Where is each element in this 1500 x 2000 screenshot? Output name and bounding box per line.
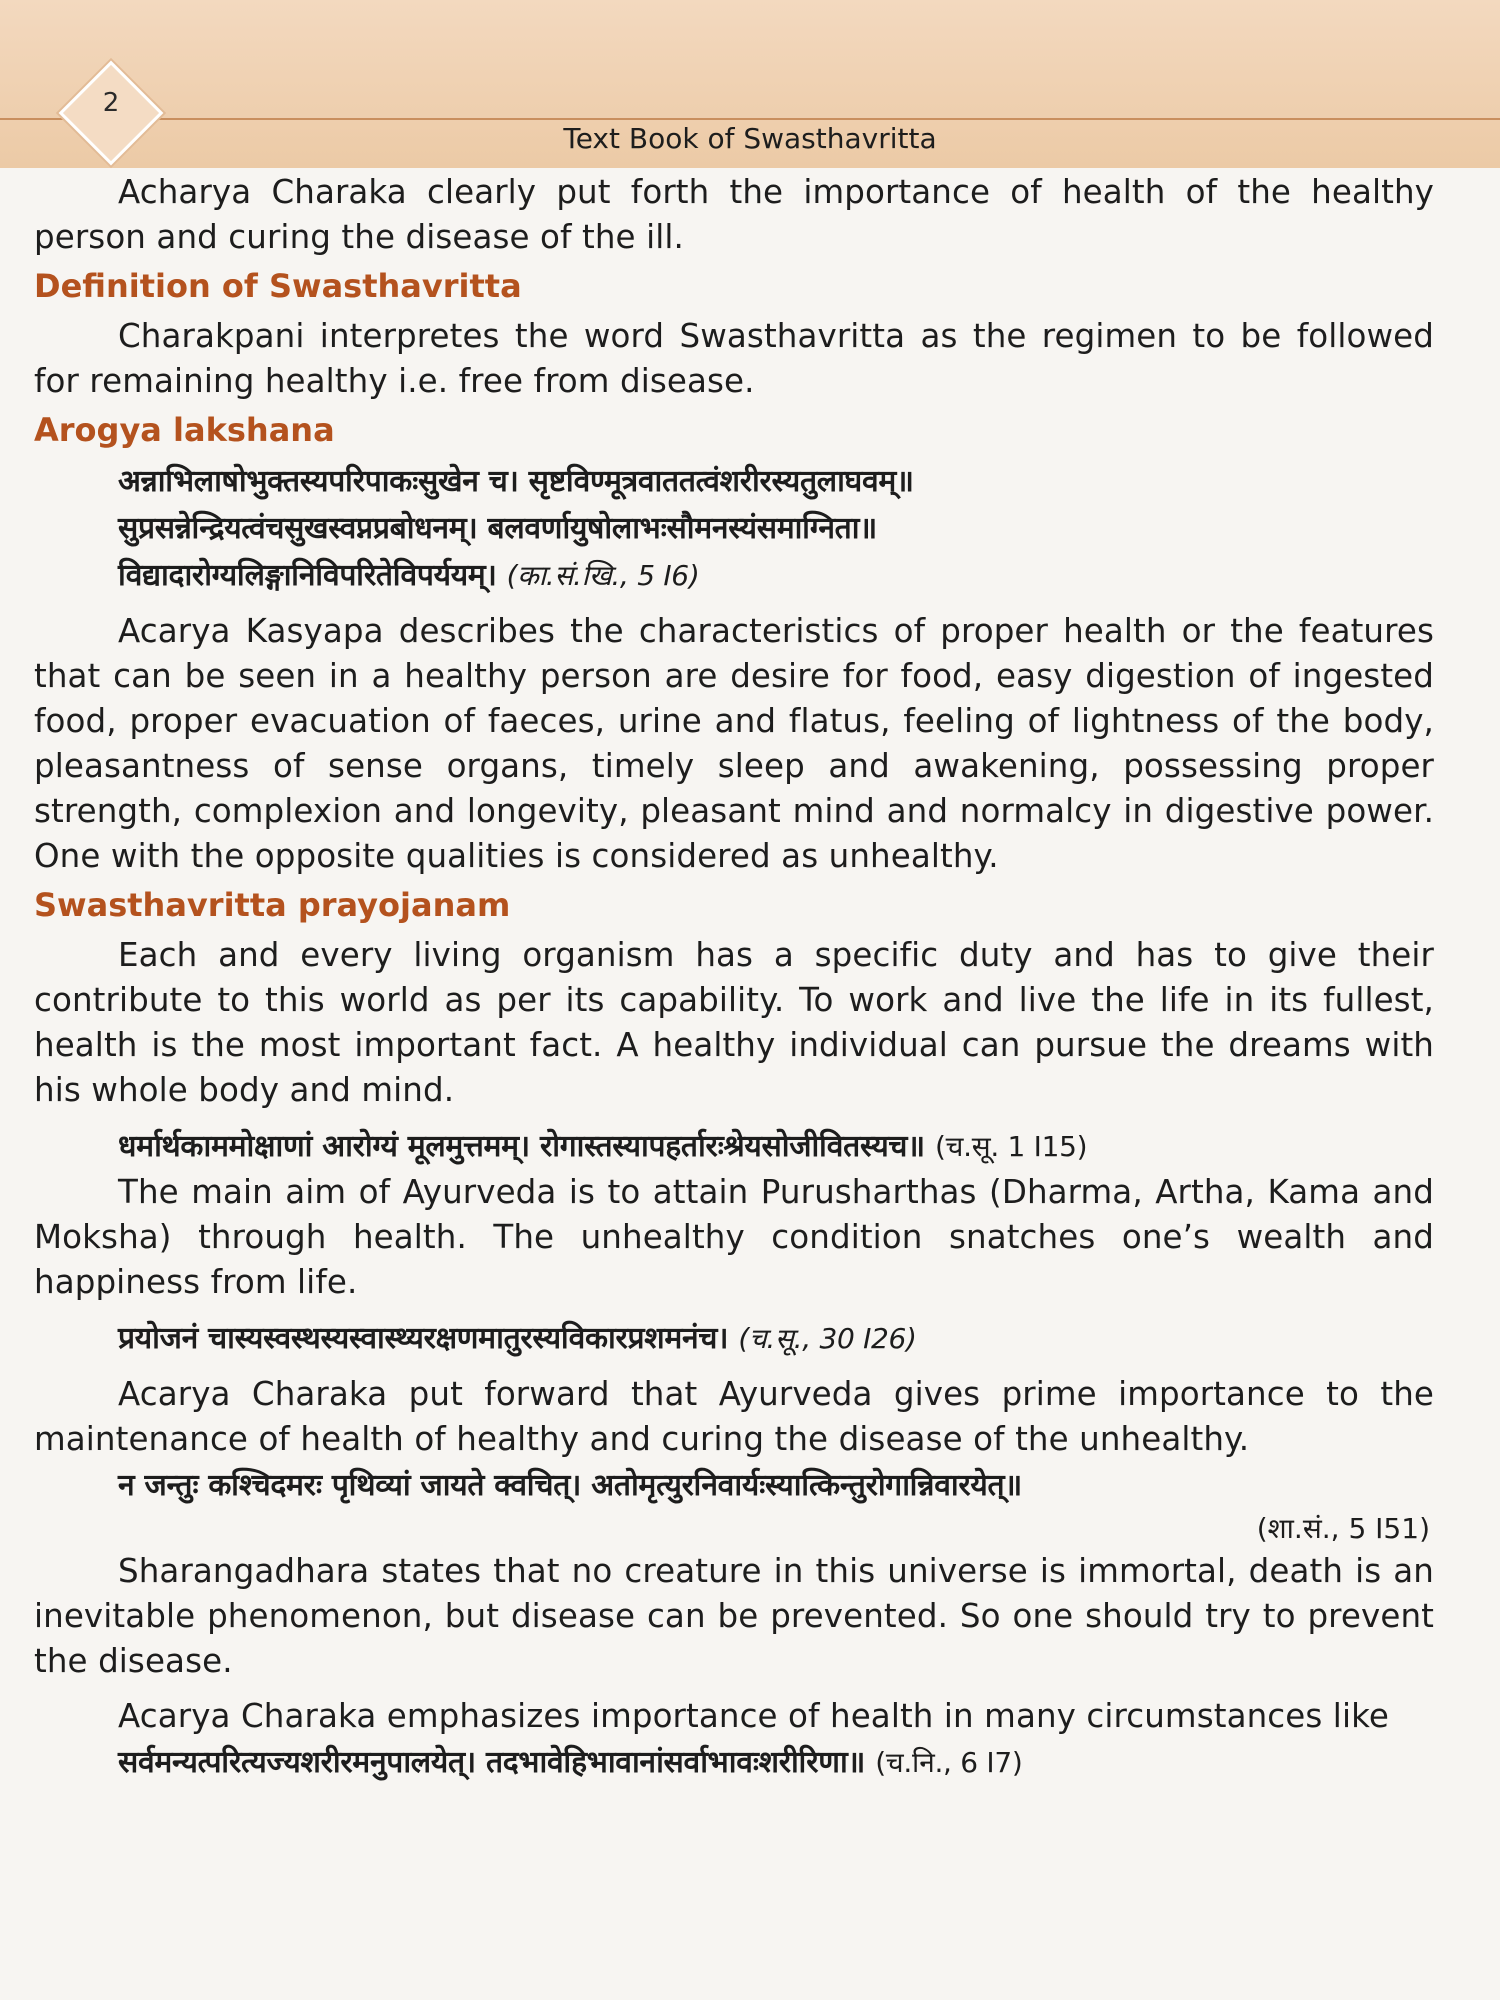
paragraph-5: The main aim of Ayurveda is to attain Purusharthas (Dharma, Artha, Kama and Moksha) through health. The unhealthy condition snatches one’s wealth and happiness from life. [34,1173,1434,1301]
verse-line-5-text: प्रयोजनं चास्यस्वस्थस्यस्वास्थ्यरक्षणमातुरस्यविकारप्रशमनंच। [118,1321,729,1356]
verse-line-3 [34,552,1434,599]
page-number: 2 [102,88,120,118]
heading-definition: Definition of Swasthavritta [34,267,522,305]
paragraph-2: Charakpani interpretes the word Swasthavritta as the regimen to be followed for remaining healthy i.e. free from disease. [34,317,1434,400]
header-rule [0,118,1500,120]
verse-line-3-text: विद्यादारोग्यलिङ्गानिविपरितेविपर्ययम्। [118,558,497,593]
verse-line-7 [34,1739,1434,1786]
verse-line-5-reference: (च.सू., 30 I26) [738,1322,917,1355]
verse-line-6: न जन्तुः कश्चिदमरः पृथिव्यां जायते क्वचित्। अतोमृत्युरनिवार्यःस्यात्किन्तुरोगान्निवारयेत्॥ [118,1468,1022,1503]
paragraph-8: Acarya Charaka emphasizes importance of health in many circumstances like [118,1697,1389,1735]
heading-prayojanam: Swasthavritta prayojanam [34,886,511,924]
paragraph-6: Acarya Charaka put forward that Ayurveda gives prime importance to the maintenance of health of healthy and curing the disease of the unhealthy. [34,1375,1434,1458]
verse-line-4 [34,1123,1434,1170]
heading-arogya-lakshana: Arogya lakshana [34,411,335,449]
page-header [0,0,1500,168]
verse-line-4-reference: (च.सू. 1 I15) [935,1130,1088,1163]
paragraph-1: Acharya Charaka clearly put forth the importance of health of the healthy person and curing the disease of the ill. [34,173,1434,256]
verse-line-6-reference: (शा.सं., 5 I51) [1256,1512,1430,1545]
verse-line-7-text: सर्वमन्यत्परित्यज्यशरीरमनुपालयेत्। तदभावेहिभावानांसर्वाभावःशरीरिणा॥ [118,1745,866,1780]
verse-line-1: अन्नाभिलाषोभुक्तस्यपरिपाकःसुखेन च। सृष्टविण्मूत्रवाततत्वंशरीरस्यतुलाघवम्॥ [118,464,914,499]
verse-line-7-reference: (च.नि., 6 I7) [875,1746,1023,1779]
running-title: Text Book of Swasthavritta [563,122,937,155]
paragraph-7: Sharangadhara states that no creature in this universe is immortal, death is an inevitable phenomenon, but disease can be prevented. So one should try to prevent the disease. [34,1552,1434,1680]
verse-line-2: सुप्रसन्नेन्द्रियत्वंचसुखस्वप्नप्रबोधनम्। बलवर्णायुषोलाभःसौमनस्यंसमाग्निता॥ [118,511,877,546]
verse-line-5 [34,1315,1434,1362]
paragraph-3: Acarya Kasyapa describes the characteristics of proper health or the features that can be seen in a healthy person are desire for food, easy digestion of ingested food, proper evacuation of faeces, urine and flatus, feeling of lightness of the body, pleasantness of sense organs, timely sleep and awakening, possessing proper strength, complexion and longevity, pleasant mind and normalcy in digestive power. One with the opposite qualities is considered as unhealthy. [34,612,1434,875]
paragraph-4: Each and every living organism has a specific duty and has to give their contribute to this world as per its capability. To work and live the life in its fullest, health is the most important fact. A healthy individual can pursue the dreams with his whole body and mind. [34,936,1434,1109]
verse-line-3-reference: (का.सं.खि., 5 I6) [506,559,700,592]
page-body [34,170,1434,1786]
verse-line-4-text: धर्मार्थकाममोक्षाणां आरोग्यं मूलमुत्तमम्। रोगास्तस्यापहर्तारःश्रेयसोजीवितस्यच॥ [118,1129,925,1164]
